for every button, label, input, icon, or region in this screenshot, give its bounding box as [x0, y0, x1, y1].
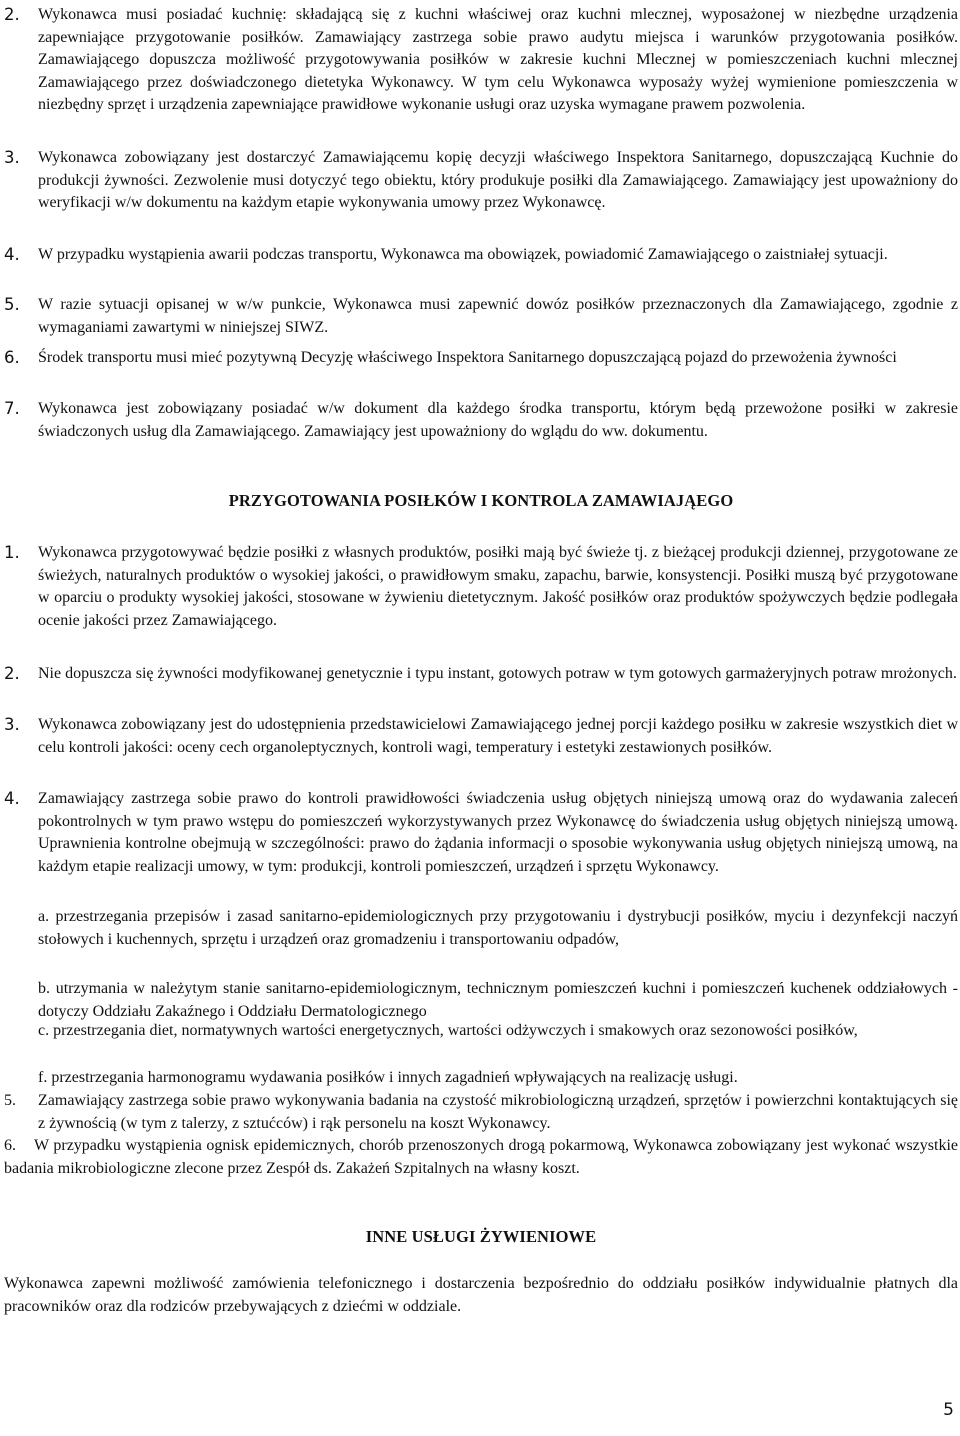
list-item — [4, 4, 958, 117]
item-number: 5. — [4, 295, 20, 314]
list-item — [4, 147, 958, 215]
item-number: 2. — [4, 664, 20, 683]
sub-list-item: a. przestrzegania przepisów i zasad sanitarno-epidemiologicznych przy przygotowaniu i dystrybucji posiłków, myciu i dezynfekcji naczyń stołowych i kuchennych, sprzętu i urządzeń oraz gromadzeniu i transportowaniu odpadów, — [38, 908, 958, 948]
item-text: Wykonawca przygotowywać będzie posiłki z własnych produktów, posiłki mają być świeże tj. z bieżącej produkcji dziennej, przygotowane ze świeżych, naturalnych produktów o wysokiej jakości, o prawidłowym smaku, zapachu, barwie, konsystencji. Posiłki muszą być przygotowane w oparciu o produkty wysokiej jakości, stosowane w żywieniu dietetycznym. Jakość posiłków oraz produktów spożywczych będzie podlegała ocenie jakości przez Zamawiającego. — [38, 544, 958, 629]
list-item — [4, 244, 958, 267]
list-item — [4, 714, 958, 759]
item-number: 3. — [4, 148, 20, 167]
item-number: 3. — [4, 715, 20, 734]
section-heading-preparation: PRZYGOTOWANIA POSIŁKÓW I KONTROLA ZAMAWIAJĄEGO — [228, 491, 734, 510]
list-item — [4, 788, 958, 878]
list-item — [4, 398, 958, 443]
item-text: Wykonawca musi posiadać kuchnię: składającą się z kuchni właściwej oraz kuchni mlecznej, wyposażonej w niezbędne urządzenia zapewniające przygotowanie posiłków. Zamawiający zastrzega sobie prawo audytu miejsca i warunków przygotowania posiłków. Zamawiającego dopuszcza możliwość przygotowywania posiłków w zakresie kuchni Mlecznej w pomieszczeniach kuchni mlecznej Zamawiającego przez doświadczonego dietetyka Wykonawcy. W tym celu Wykonawca wyposaży wyżej wymienione pomieszczenia w niezbędny sprzęt i urządzenia zapewniające prawidłowe wykonanie usługi oraz uzyska wymagane prawem pozwolenia. — [38, 6, 958, 114]
page-number: 5 — [943, 1400, 954, 1420]
list-item — [4, 294, 958, 339]
item-number: 7. — [4, 399, 20, 418]
closing-paragraph: Wykonawca zapewni możliwość zamówienia telefonicznego i dostarczenia bezpośrednio do oddziału posiłków indywidualnie płatnych dla pracowników oraz dla rodziców przebywających z dziećmi w oddziale. — [4, 1275, 958, 1315]
item-number: 4. — [4, 245, 20, 264]
sub-list-item: f. przestrzegania harmonogramu wydawania posiłków i innych zagadnień wpływających na realizację usługi. — [38, 1069, 738, 1086]
item-text: W przypadku wystąpienia ognisk epidemicznych, chorób przenoszonych drogą pokarmową, Wykonawca zobowiązany jest wykonać wszystkie badania mikrobiologiczne zlecone przez Zespół ds. Zakażeń Szpitalnych na własny koszt. — [4, 1137, 958, 1177]
list-item — [4, 347, 958, 370]
item-number: 6. — [4, 348, 20, 367]
item-text: Wykonawca zobowiązany jest dostarczyć Zamawiającemu kopię decyzji właściwego Inspektora Sanitarnego, dopuszczającą Kuchnie do produkcji żywności. Zezwolenie musi dotyczyć tego obiektu, który produkuje posiłki dla Zamawiającego. Zamawiający jest upoważniony do weryfikacji w/w dokumentu na każdym etapie wykonywania umowy przez Wykonawcę. — [38, 149, 958, 212]
sub-list-item: c. przestrzegania diet, normatywnych wartości energetycznych, wartości odżywczych i smakowych oraz sezonowości posiłków, — [38, 1022, 858, 1039]
sub-list-item: b. utrzymania w należytym stanie sanitarno-epidemiologicznym, technicznym pomieszczeń kuchni i pomieszczeń kuchenek oddziałowych - dotyczy Oddziału Zakaźnego i Oddziału Dermatologicznego — [38, 980, 958, 1020]
list-item — [4, 542, 958, 632]
item-text: Wykonawca jest zobowiązany posiadać w/w dokument dla każdego środka transportu, którym będą przewożone posiłki w zakresie świadczonych usług dla Zamawiającego. Zamawiający jest upoważniony do wglądu do ww. dokumentu. — [38, 400, 958, 440]
item-number: 2. — [4, 5, 20, 24]
item-number: 4. — [4, 789, 20, 808]
item-number: 6. — [4, 1137, 16, 1154]
item-text: W przypadku wystąpienia awarii podczas transportu, Wykonawca ma obowiązek, powiadomić Zamawiającego o zaistniałej sytuacji. — [38, 246, 888, 263]
item-text: Środek transportu musi mieć pozytywną Decyzję właściwego Inspektora Sanitarnego dopuszczającą pojazd do przewożenia żywności — [38, 349, 897, 366]
item-number: 5. — [4, 1092, 16, 1109]
list-item — [4, 663, 958, 686]
item-text: Zamawiający zastrzega sobie prawo wykonywania badania na czystość mikrobiologiczną urządzeń, sprzętów i powierzchni kontaktujących się z żywnością (w tym z talerzy, z sztućców) i rąk personelu na koszt Wykonawcy. — [38, 1092, 958, 1132]
item-text: Nie dopuszcza się żywności modyfikowanej genetycznie i typu instant, gotowych potraw w tym gotowych garmażeryjnych potraw mrożonych. — [38, 665, 957, 682]
item-number: 1. — [4, 543, 20, 562]
section-heading-other-services: INNE USŁUGI ŻYWIENIOWE — [365, 1227, 597, 1246]
list-item-microbiology — [4, 1090, 958, 1135]
item-text: Wykonawca zobowiązany jest do udostępnienia przedstawicielowi Zamawiającego jednej porcji każdego posiłku w zakresie wszystkich diet w celu kontroli jakości: oceny cech organoleptycznych, kontroli wagi, temperatury i estetyki zestawionych posiłków. — [38, 716, 958, 756]
item-text: Zamawiający zastrzega sobie prawo do kontroli prawidłowości świadczenia usług objętych niniejszą umową oraz do wydawania zaleceń pokontrolnych w tym prawo wstępu do pomieszczeń wykorzystywanych przez Wykonawcę do świadczenia usług objętych niniejszą umową. Uprawnienia kontrolne obejmują w szczególności: prawo do żądania informacji o sposobie wykonywania usług objętych niniejszą umową, na każdym etapie realizacji umowy, w tym: produkcji, kontroli pomieszczeń, urządzeń i sprzętu Wykonawcy. — [38, 790, 958, 875]
list-item-epidemic — [4, 1135, 958, 1180]
item-text: W razie sytuacji opisanej w w/w punkcie, Wykonawca musi zapewnić dowóz posiłków przeznaczonych dla Zamawiającego, zgodnie z wymaganiami zawartymi w niniejszej SIWZ. — [38, 296, 958, 336]
